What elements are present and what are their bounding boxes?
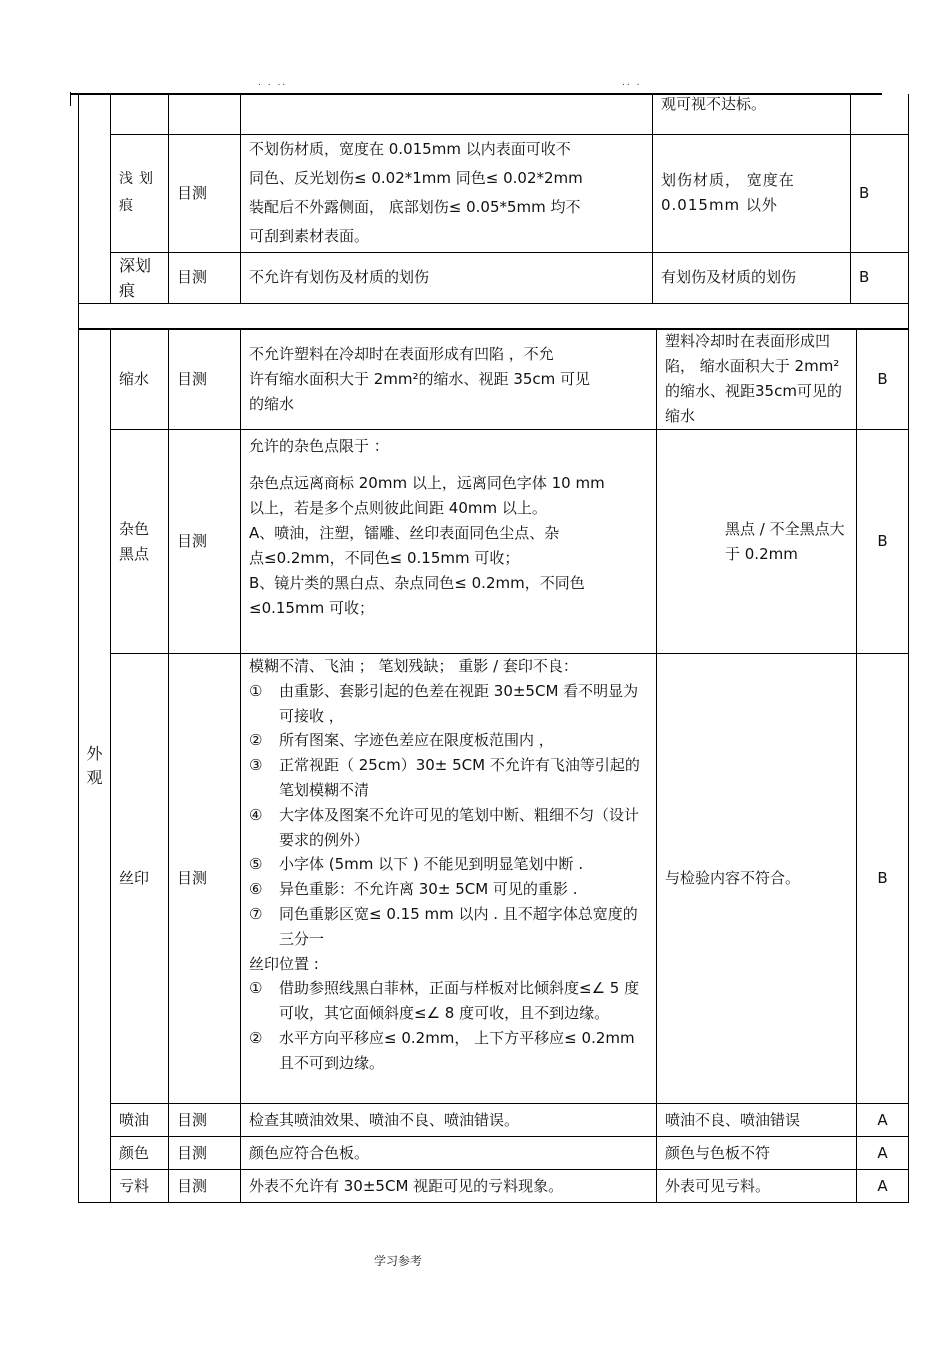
list-text: 大字体及图案不允许可见的笔划中断、粗细不匀（设计要求的例外） [279,805,640,849]
level-cell: B [857,430,909,654]
defect-cell: 喷油不良、喷油错误 [657,1104,857,1137]
standard-line: 可刮到素材表面。 [249,227,370,245]
standard-cell [241,94,653,134]
left-margin-line [70,92,71,106]
standard-line: 不划伤材质，宽度在 0.015mm 以内表面可收不 [249,140,571,158]
list-number: ⑦ [249,904,263,923]
table-row [79,430,909,654]
standard-cell: 颜色应符合色板。 [241,1137,657,1170]
item-name [111,430,169,654]
list-number: ③ [249,756,263,775]
list-item [249,803,648,853]
method-cell: 目测 [169,329,241,430]
item-name: 颜色 [111,1137,169,1170]
list-text: 借助参照线黑白菲林，正面与样板对比倾斜度≤∠ 5 度可收，其它面倾斜度≤∠ 8 度可收，且不到边缘。 [279,979,640,1023]
table-row [79,134,909,252]
defect-cell: 塑料冷却时在表面形成凹陷， 缩水面积大于 2mm²的缩水、视距35cm可见的缩水 [657,329,857,430]
inspection-table-bottom [78,328,909,1203]
standard-cell [241,654,657,1104]
list-item [249,753,648,803]
method-cell [169,94,241,134]
level-cell: A [857,1104,909,1137]
standard-intro: 模糊不清、飞油 ； 笔划残缺； 重影 / 套印不良： [249,657,578,675]
list-number: ② [249,1028,263,1047]
list-text: 水平方向平移应≤ 0.2mm， 上下方平移应≤ 0.2mm 且不可到边缘。 [279,1028,635,1072]
method-cell: 目测 [169,654,241,1104]
method-cell: 目测 [169,134,241,252]
inspection-table-top [78,94,909,330]
list-item [249,728,648,753]
item-name: 丝印 [111,654,169,1104]
item-name-text: 深划痕 [119,255,152,300]
list-number: ⑤ [249,855,263,874]
list-text: 由重影、套影引起的色差在视距 30±5CM 看不明显为可接收 ， [279,681,639,725]
level-cell: A [857,1170,909,1203]
list-item [249,679,648,729]
standard-line: B、镜片类的黑白点、杂点同色≤ 0.2mm，不同色 [249,574,585,592]
standard-cell: 不允许有划伤及材质的划伤 [241,252,653,303]
item-name [111,94,169,134]
standard-line: 以上，若是多个点则彼此间距 40mm 以上。 [249,499,547,517]
category-cell [79,94,111,303]
standard-cell: 检查其喷油效果、喷油不良、喷油错误。 [241,1104,657,1137]
table-spacer-row [79,303,909,329]
list-item [249,1026,648,1076]
list-number: ② [249,731,263,750]
list-number: ① [249,681,263,700]
position-title: 丝印位置 : [249,954,319,973]
defect-cell: 有划伤及材质的划伤 [653,252,851,303]
level-cell: A [857,1137,909,1170]
level-cell: B [851,252,909,303]
item-name-text: 杂色黑点 [119,519,150,563]
level-cell: B [857,329,909,430]
table-row [79,94,909,134]
standard-line: 点≤0.2mm，不同色≤ 0.15mm 可收； [249,549,520,567]
method-cell: 目测 [169,1137,241,1170]
standard-line: 许有缩水面积大于 2mm²的缩水、视距 35cm 可见 [249,369,591,388]
defect-cell: 观可视不达标。 [653,94,851,134]
item-name: 喷油 [111,1104,169,1137]
defect-cell: 与检验内容不符合。 [657,654,857,1104]
level-cell [851,94,909,134]
standard-cell [241,430,657,654]
standard-line: 的缩水 [249,394,295,413]
standard-line: 同色、反光划伤≤ 0.02*1mm 同色≤ 0.02*2mm [249,169,583,187]
table-row [79,1170,909,1203]
defect-cell: 颜色与色板不符 [657,1137,857,1170]
standard-line: 允许的杂色点限于 ： [249,437,389,455]
list-number: ④ [249,805,263,824]
list-item [249,852,648,877]
standard-cell [241,134,653,252]
list-text: 正常视距（ 25cm）30± 5CM 不允许有飞油等引起的笔划模糊不清 [279,756,640,799]
spacer [249,459,648,471]
method-cell: 目测 [169,1170,241,1203]
list-text: 所有图案、字迹色差应在限度板范围内 ， [279,731,554,750]
standard-line: 杂色点远离商标 20mm 以上，远离同色字体 10 mm [249,474,605,492]
standard-line: 不允许塑料在冷却时在表面形成有凹陷 ，不允 [249,344,554,363]
list-text: 小字体 (5mm 以下 ) 不能见到明显笔划中断 . [279,855,584,874]
level-cell: B [851,134,909,252]
list-item [249,902,648,952]
item-name: 缩水 [111,329,169,430]
list-item [249,976,648,1026]
item-name-text: 浅划痕 [119,171,159,214]
list-number: ① [249,979,263,998]
defect-text: 黑点 / 不全黑点大于 0.2mm [725,519,845,563]
header-dots-right: .. . [622,78,642,88]
defect-cell: 划伤材质， 宽度在 0.015mm 以外 [653,134,851,252]
standard-cell [241,329,657,430]
standard-line: ≤0.15mm 可收； [249,599,374,617]
standard-line: A、喷油，注塑，镭雕、丝印表面同色尘点、杂 [249,524,560,542]
list-number: ⑥ [249,880,263,899]
table-row [79,252,909,303]
standard-cell: 外表不允许有 30±5CM 视距可见的亏料现象。 [241,1170,657,1203]
level-cell: B [857,654,909,1104]
defect-cell [657,430,857,654]
spacer-cell [79,303,909,329]
page-footer: 学习参考 [374,1254,423,1268]
method-cell: 目测 [169,430,241,654]
table-row [79,654,909,1104]
item-name [111,134,169,252]
defect-cell: 外表可见亏料。 [657,1170,857,1203]
list-text: 同色重影区宽≤ 0.15 mm 以内 . 且不超字体总宽度的三分一 [279,904,638,948]
list-item [249,877,648,902]
category-cell [79,329,111,1203]
item-name [111,252,169,303]
method-cell: 目测 [169,252,241,303]
header-dots-left: . . .. [258,78,288,88]
table-row [79,329,909,430]
category-label: 外观 [86,743,103,787]
table-row [79,1137,909,1170]
standard-line: 装配后不外露侧面， 底部划伤≤ 0.05*5mm 均不 [249,198,581,216]
table-row [79,1104,909,1137]
list-text: 异色重影：不允许离 30± 5CM 可见的重影 . [279,880,578,899]
item-name: 亏料 [111,1170,169,1203]
method-cell: 目测 [169,1104,241,1137]
